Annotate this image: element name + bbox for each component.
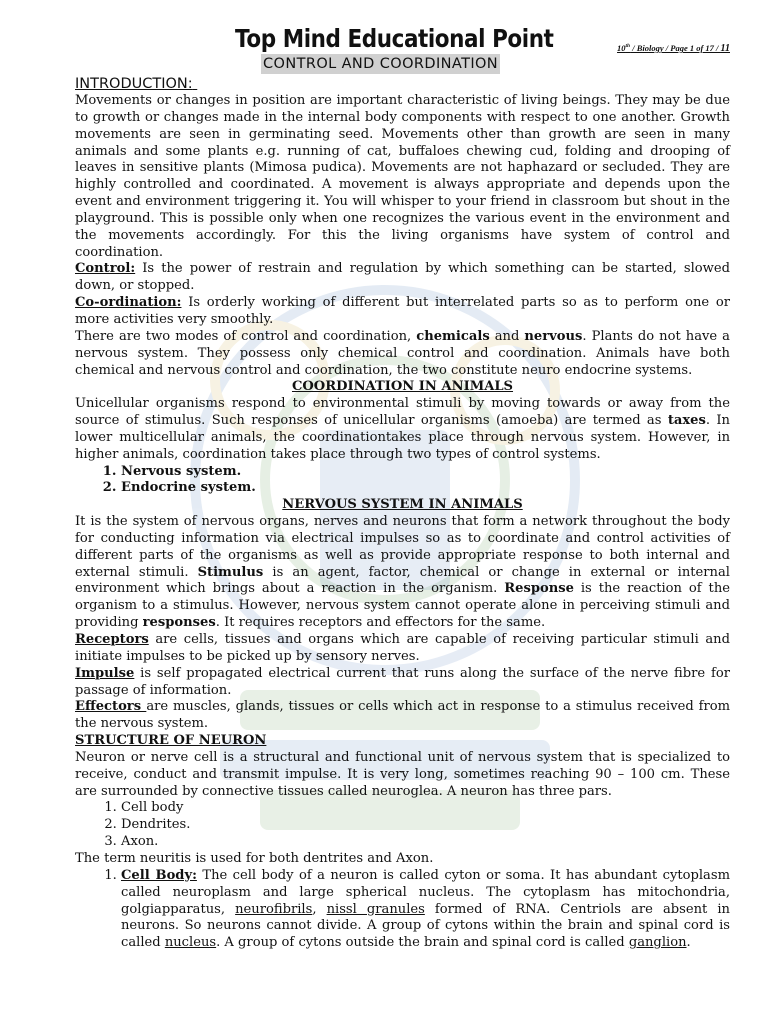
page-info-grade: 10 bbox=[617, 43, 626, 53]
modes-paragraph: There are two modes of control and coordination, chemicals and nervous. Plants do not have a nervous system. They possess only chemical control and coordination. Animals have both chemical and nervous control and coordination, the two constitute neuro endocrine systems. bbox=[75, 328, 730, 378]
page-info-sup: th bbox=[625, 43, 631, 50]
neuron-parts-list bbox=[75, 800, 730, 851]
neuritis-note: The term neuritis is used for both dentrites and Axon. bbox=[75, 850, 434, 866]
coordination-in-animals-heading: COORDINATION IN ANIMALS bbox=[291, 379, 514, 395]
brand-title: Top Mind Educational Point bbox=[235, 24, 554, 53]
control-definition: Control: Is the power of restrain and regulation by which something can be started, slowed down, or stopped. bbox=[75, 261, 730, 294]
document-page bbox=[75, 24, 730, 952]
nervous-system-paragraph: It is the system of nervous organs, nerves and neurons that form a network throughout the body for conducting information via electrical impulses so as to coordinate and control activities of different parts of the organisms as well as provide appropriate response to both internal and external stimuli. Stimulus is an agent, factor, chemical or change in external or internal environment which brings about a reaction in the organism. Response is the reaction of the organism to a stimulus. However, nervous system cannot operate alone in perceiving stimuli and providing responses. It requires receptors and effectors for the same. bbox=[75, 514, 730, 631]
introduction-paragraph: Movements or changes in position are important characteristic of living beings. They may be due to growth or changes made in the internal body components with respect to one another. Growth movements are seen in germinating seed. Movements other than growth are seen in many animals and some plants e.g. running of cat, buffaloes chewing cud, folding and drooping of leaves in sensitive plants (Mimosa pudica). Movements are not haphazard or secluded. They are highly controlled and coordinated. A movement is always appropriate and depends upon the event and environment triggering it. You will whisper to your friend in classroom but shout in the playground. This is possible only when one recognizes the various event in the environment and the movements accordingly. For this the living organisms have system of control and coordination. bbox=[75, 93, 730, 260]
control-systems-list bbox=[75, 464, 730, 498]
list-item: 2. Endocrine system. bbox=[121, 480, 730, 497]
coordination-definition: Co-ordination: Is orderly working of different but interrelated parts so as to perform one or more activities very smoothly. bbox=[75, 295, 730, 327]
control-term: Control: bbox=[75, 261, 136, 277]
cell-body-term: Cell Body: bbox=[121, 867, 197, 883]
page-info bbox=[617, 43, 730, 54]
page-header bbox=[75, 24, 730, 76]
neuron-paragraph: Neuron or nerve cell is a structural and functional unit of nervous system that is specialized to receive, conduct and transmit impulse. It is very long, sometimes reaching 90 – 100 cm. These are surrounded by connective tissues called neuroglea. A neuron has three pars. bbox=[75, 749, 730, 799]
page-info-number: 11 bbox=[720, 43, 730, 54]
list-item: 1. Nervous system. bbox=[121, 464, 730, 481]
cell-body-list bbox=[75, 868, 730, 952]
impulse-definition: Impulse is self propagated electrical current that runs along the surface of the nerve fibre for passage of information. bbox=[75, 665, 730, 698]
list-item: 2. Dendrites. bbox=[121, 817, 730, 834]
page-info-text: / Biology / Page 1 of 17 / bbox=[630, 43, 721, 53]
structure-of-neuron-heading: STRUCTURE OF NEURON bbox=[75, 733, 267, 749]
list-item: 1. Cell Body: The cell body of a neuron is called cyton or soma. It has abundant cytoplasm called neuroplasm and large spherical nucleus. The cytoplasm has mitochondria, golgiapparatus, neurofibrils, nissl granules formed of RNA. Centriols are absent in neurons. So neurons cannot divide. A group of cytons within the brain and spinal cord is called nucleus. A group of cytons outside the brain and spinal cord is called ganglion. bbox=[121, 868, 730, 952]
coordination-term: Co-ordination: bbox=[75, 295, 182, 311]
coordination-paragraph: Unicellular organisms respond to environmental stimuli by moving towards or away from the source of stimulus. Such responses of unicellular organisms (amoeba) are termed as taxes. In lower multicellular animals, the coordinationtakes place through nervous system. However, in higher animals, coordination takes place through two types of control systems. bbox=[75, 396, 730, 462]
receptors-definition: Receptors are cells, tissues and organs which are capable of receiving particular stimuli and initiate impulses to be picked up by sensory nerves. bbox=[75, 632, 730, 664]
effectors-definition: Effectors are muscles, glands, tissues or cells which act in response to a stimulus received from the nervous system. bbox=[75, 699, 730, 732]
nervous-system-heading: NERVOUS SYSTEM IN ANIMALS bbox=[282, 497, 523, 513]
chapter-subtitle: CONTROL AND COORDINATION bbox=[263, 56, 499, 72]
list-item: 3. Axon. bbox=[121, 834, 730, 851]
list-item: 1. Cell body bbox=[121, 800, 730, 817]
introduction-heading: INTRODUCTION: bbox=[75, 76, 193, 92]
